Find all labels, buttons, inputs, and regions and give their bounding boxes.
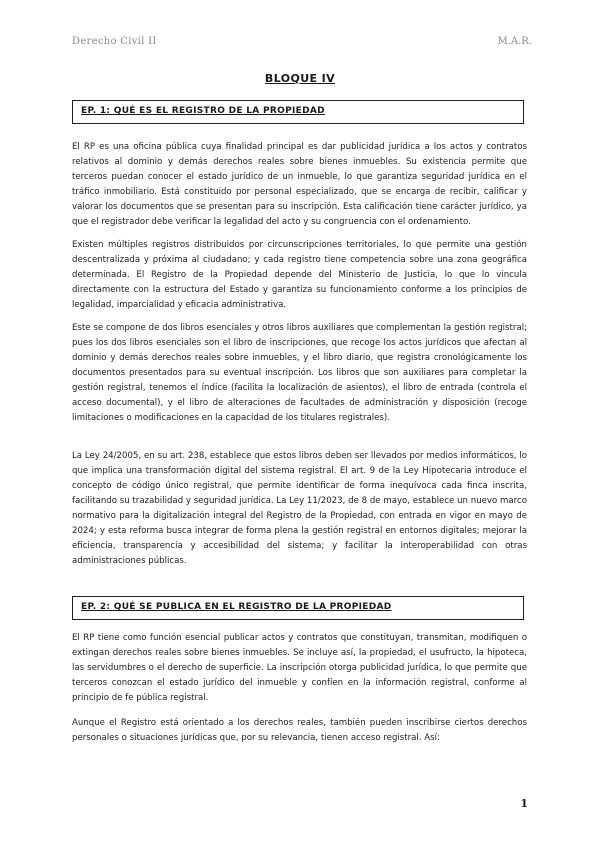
paragraph: La Ley 24/2005, en su art. 238, establece que estos libros deben ser llevados por medios informáticos, lo que implica una transformación digital del sistema registral. El art. 9 de la Ley Hipotecaria introduce el concepto de código único registral, que permite identificar de forma inequívoca cada finca inscrita, facilitando su trazabilidad y seguridad jurídica. La Ley 11/2023, de 8 de mayo, establece un nuevo marco normativo para la digitalización integral del Registro de la Propiedad, con entrada en vigor en mayo de 2024; y esta reforma busca integrar de forma plena la gestión registral en entornos digitales; mejorar la eficiencia, transparencia y accesibilidad del sistema; y facilitar la interoperabilidad con otras administraciones públicas. — [72, 451, 527, 566]
paragraph: Existen múltiples registros distribuidos por circunscripciones territoriales, lo que permite una gestión descentralizada y próxima al ciudadano; y cada registro tiene competencia sobre una zona geográfica determinada. El Registro de la Propiedad depende del Ministerio de Justicia, lo que lo vincula directamente con la estructura del Estado y garantiza su funcionamiento conforme a los principios de legalidad, imparcialidad y eficacia administrativa. — [72, 240, 527, 310]
running-header-author: M.A.R. — [497, 36, 532, 47]
running-header-course: Derecho Civil II — [72, 36, 157, 47]
paragraph: Aunque el Registro está orientado a los derechos reales, también pueden inscribirse ciertos derechos personales o situaciones jurídicas que, por su relevancia, tienen acceso registral. Así: — [72, 718, 527, 743]
paragraph: El RP es una oficina pública cuya finalidad principal es dar publicidad jurídica a los actos y contratos relativos al dominio y demás derechos reales sobre bienes inmuebles. Su existencia permite que terceros puedan conocer el estado jurídico de un inmueble, lo que garantiza seguridad jurídica en el tráfico inmobiliario. Está constituido por personal especializado, que se encarga de recibir, calificar y valorar los documentos que se presentan para su inscripción. Esta calificación tiene carácter jurídico, ya que el registrador debe verificar la legalidad del acto y su congruencia con el ordenamiento. — [72, 142, 527, 227]
paragraph: Este se compone de dos libros esenciales y otros libros auxiliares que complementan la gestión registral; pues los dos libros esenciales son el libro de inscripciones, que recoge los actos jurídicos que afectan al dominio y demás derechos reales sobre inmuebles, y el libro diario, que registra cronológicamente los documentos presentados para su eventual inscripción. Los libros que son auxiliares para completar la gestión registral, tenemos el índice (facilita la localización de asientos), el libro de entrada (controla el acceso documental), y el libro de alteraciones de facultades de administración y disposición (recoge limitaciones o modificaciones en la capacidad de los titulares registrales). — [72, 323, 527, 423]
page-number: 1 — [520, 797, 528, 810]
paragraph: El RP tiene como función esencial publicar actos y contratos que constituyan, transmitan, modifiquen o extingan derechos reales sobre bienes inmuebles. Se incluye así, la propiedad, el usufructo, la hipoteca, las servidumbres o el derecho de superficie. La inscripción otorga publicidad jurídica, lo que permite que terceros conozcan el estado jurídico del inmueble y confíen en la información registral, conforme al principio de fe pública registral. — [72, 633, 527, 703]
block-title: BLOQUE IV — [264, 72, 336, 85]
section-heading-ep1: EP. 1: QUÉ ES EL REGISTRO DE LA PROPIEDAD — [72, 100, 524, 124]
section-heading-ep2: EP. 2: QUÉ SE PUBLICA EN EL REGISTRO DE LA PROPIEDAD — [72, 596, 524, 620]
